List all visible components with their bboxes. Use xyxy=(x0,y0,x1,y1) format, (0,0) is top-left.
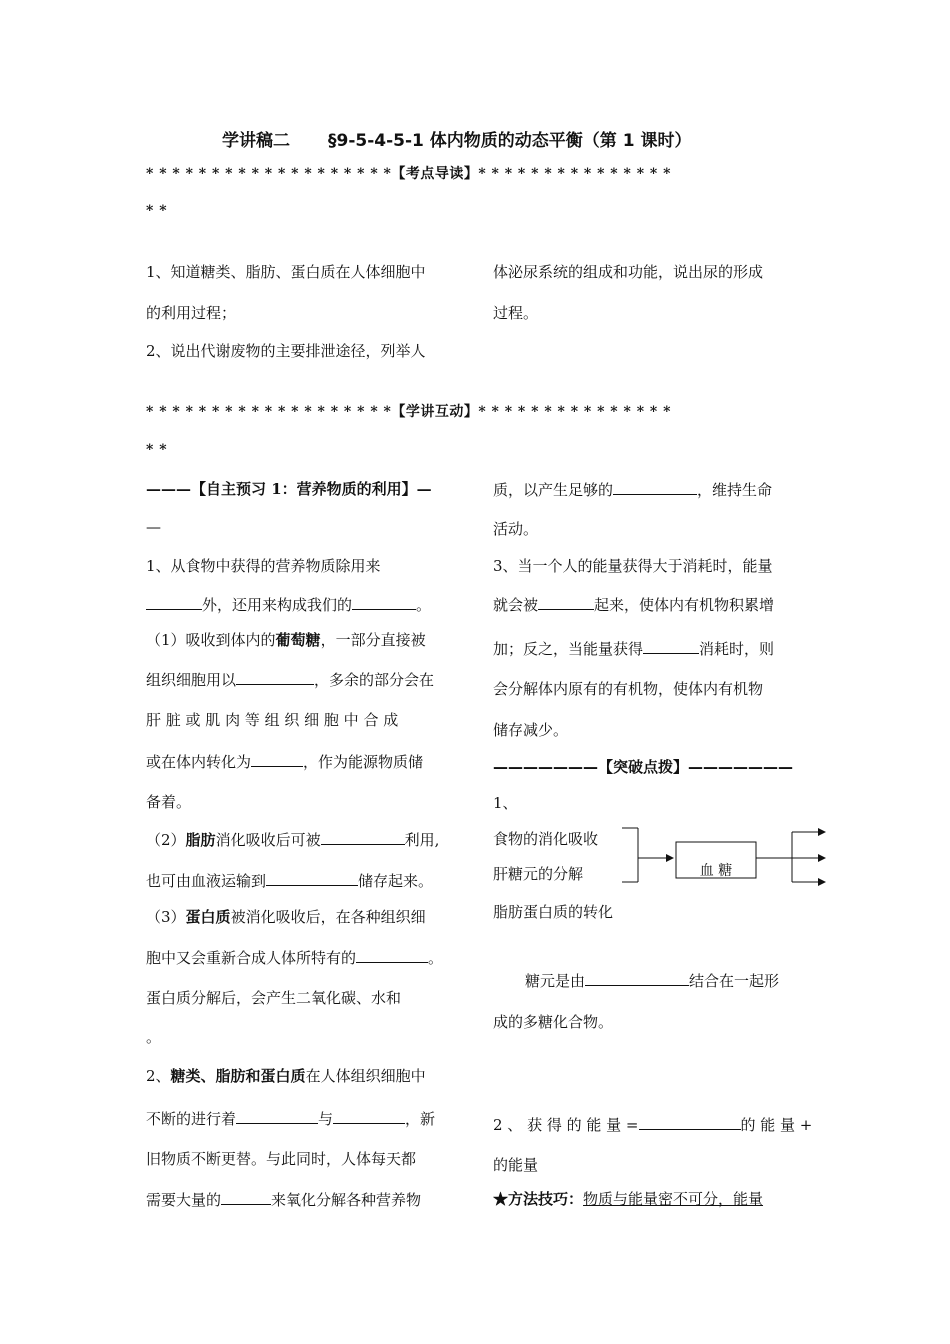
question-3-line: 就会被 起来，使体内有机物积累增 xyxy=(493,596,775,614)
question-2-line: 旧物质不断更替。与此同时，人体每天都 xyxy=(146,1150,417,1168)
diagram-source: 食物的消化吸收 xyxy=(493,830,599,848)
answer-blank[interactable] xyxy=(266,870,358,886)
stars-right: * * * * * * * * * * * * * * * xyxy=(478,404,671,420)
answer-blank[interactable] xyxy=(236,1108,318,1124)
question-3: 3、当一个人的能量获得大于消耗时，能量 xyxy=(493,557,773,575)
diagram-source: 脂肪蛋白质的转化 xyxy=(493,903,614,921)
energy-line: 2 、 获 得 的 能 量 = 的 能 量 + xyxy=(493,1116,813,1134)
answer-blank[interactable] xyxy=(613,479,697,495)
objective-line: 体泌尿系统的组成和功能，说出尿的形成 xyxy=(493,263,764,281)
answer-blank[interactable] xyxy=(356,947,428,963)
question-3-line: 加；反之，当能量获得 消耗时，则 xyxy=(493,640,775,658)
subsection-heading: ———【自主预习 1：营养物质的利用】— xyxy=(146,480,432,498)
glucose-line: 或在体内转化为 ，作为能源物质储 xyxy=(146,753,424,771)
question-2-line: 不断的进行着 与 ，新 xyxy=(146,1110,436,1128)
glucose-line: 备着。 xyxy=(146,793,192,811)
objective-line: 过程。 xyxy=(493,304,539,322)
arrowhead-icon xyxy=(818,828,826,836)
question-1: 1、从食物中获得的营养物质除用来 xyxy=(146,557,381,575)
answer-blank[interactable] xyxy=(236,669,314,685)
right-line: 质，以产生足够的 ，维持生命 xyxy=(493,481,773,499)
method-tip-label: ★方法技巧： xyxy=(493,1190,584,1208)
objective-line: 1、知道糖类、脂肪、蛋白质在人体细胞中 xyxy=(146,263,426,281)
subsection-heading-tupo: ———————【突破点拨】——————— xyxy=(493,758,794,776)
title-main: §9-5-4-5-1 体内物质的动态平衡（第 1 课时） xyxy=(328,131,692,151)
answer-blank[interactable] xyxy=(585,970,689,986)
protein-line: 。 xyxy=(146,1028,162,1046)
section-label-xuejiang: 【学讲互动】 xyxy=(391,404,479,420)
glucose-term: 葡萄糖 xyxy=(275,631,321,649)
arrowhead-icon xyxy=(666,854,674,862)
answer-blank[interactable] xyxy=(538,594,594,610)
arrowhead-icon xyxy=(818,878,826,886)
section-header-kaodian xyxy=(146,163,671,183)
blood-sugar-label: 血 糖 xyxy=(699,863,733,879)
question-2: 2、糖类、脂肪和蛋白质在人体组织细胞中 xyxy=(146,1067,426,1085)
blood-sugar-diagram xyxy=(620,822,830,892)
glycogen-line: 成的多糖化合物。 xyxy=(493,1013,614,1031)
point-1: 1、 xyxy=(493,794,518,812)
answer-blank[interactable] xyxy=(221,1189,271,1205)
glycogen-line: 糖元是由 结合在一起形 xyxy=(525,972,780,990)
glucose-line: 肝 脏 或 肌 肉 等 组 织 细 胞 中 合 成 xyxy=(146,711,399,729)
section-header-xuejiang xyxy=(146,401,671,421)
objective-line: 2、说出代谢废物的主要排泄途径，列举人 xyxy=(146,342,426,360)
method-tip-text: 物质与能量密不可分，能量 xyxy=(583,1190,764,1208)
method-tip xyxy=(493,1189,763,1209)
protein-line: 蛋白质分解后，会产生二氧化碳、水和 xyxy=(146,989,402,1007)
arrowhead-icon xyxy=(818,854,826,862)
heading-continuation: — xyxy=(146,518,161,536)
stars-right: * * * * * * * * * * * * * * * xyxy=(478,166,671,182)
title-prefix: 学讲稿二 xyxy=(222,131,290,151)
stars-continuation: * * xyxy=(146,203,168,219)
protein-line: （3）蛋白质被消化吸收后，在各种组织细 xyxy=(146,908,426,926)
answer-blank[interactable] xyxy=(251,751,303,767)
protein-line: 胞中又会重新合成人体所特有的 。 xyxy=(146,949,444,967)
stars-left: * * * * * * * * * * * * * * * * * * * xyxy=(146,166,392,182)
right-line: 活动。 xyxy=(493,520,539,538)
energy-line: 的能量 xyxy=(493,1156,539,1174)
glucose-line: 组织细胞用以 ，多余的部分会在 xyxy=(146,671,435,689)
page-title xyxy=(222,126,691,151)
answer-blank[interactable] xyxy=(352,594,416,610)
answer-blank[interactable] xyxy=(639,1114,741,1130)
question-3-line: 会分解体内原有的有机物，使体内有机物 xyxy=(493,680,764,698)
answer-blank[interactable] xyxy=(643,638,699,654)
question-1-line2: 外，还用来构成我们的 。 xyxy=(146,594,431,615)
fat-line: 也可由血液运输到 储存起来。 xyxy=(146,872,434,890)
section-label-kaodian: 【考点导读】 xyxy=(391,166,479,182)
question-3-line: 储存减少。 xyxy=(493,721,569,739)
answer-blank[interactable] xyxy=(333,1108,405,1124)
stars-continuation: * * xyxy=(146,442,168,458)
question-2-line: 需要大量的 来氧化分解各种营养物 xyxy=(146,1191,422,1209)
answer-blank[interactable] xyxy=(146,594,202,610)
glucose-line: （1）吸收到体内的葡萄糖，一部分直接被 xyxy=(146,631,426,649)
nutrients-term: 糖类、脂肪和蛋白质 xyxy=(170,1067,306,1085)
objective-line: 的利用过程； xyxy=(146,304,237,322)
protein-term: 蛋白质 xyxy=(185,908,231,926)
stars-left: * * * * * * * * * * * * * * * * * * * xyxy=(146,404,392,420)
fat-line: （2）脂肪消化吸收后可被 利用, xyxy=(146,831,440,849)
fat-term: 脂肪 xyxy=(185,831,216,849)
diagram-source: 肝糖元的分解 xyxy=(493,865,584,883)
answer-blank[interactable] xyxy=(321,829,405,845)
